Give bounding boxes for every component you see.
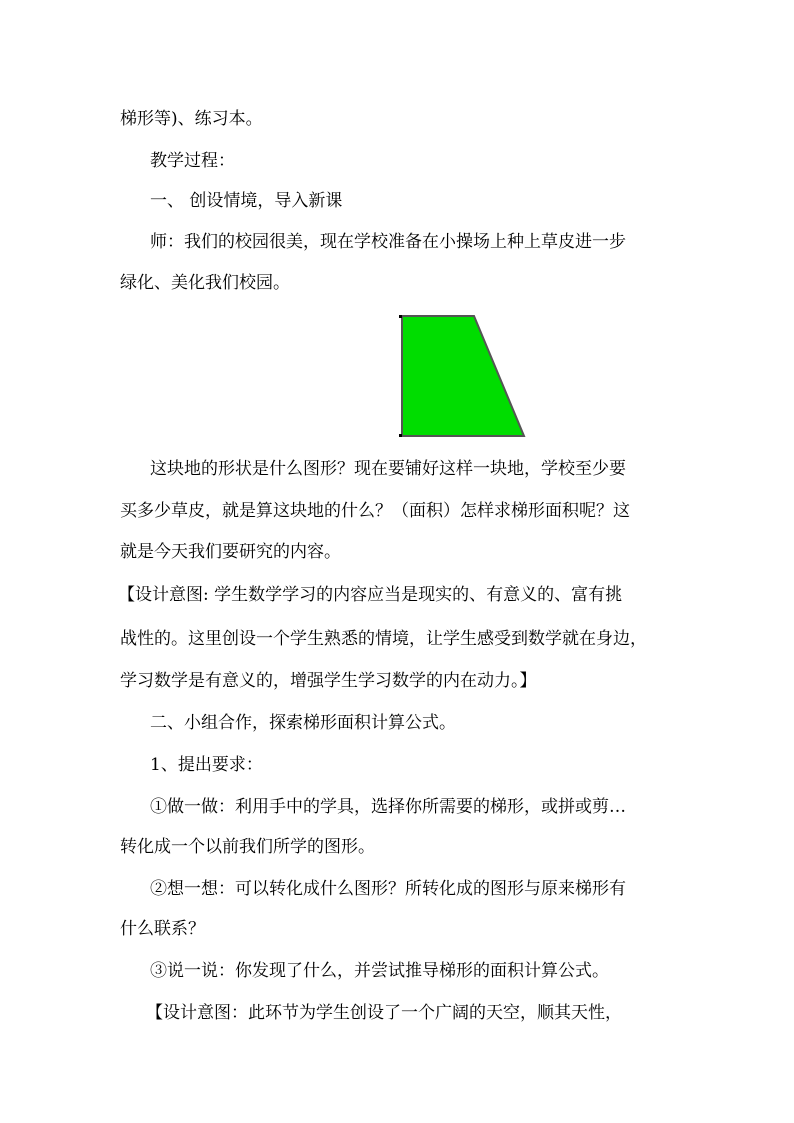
- requirement-2-line-1: ②想一想：可以转化成什么图形？所转化成的图形与原来梯形有: [150, 879, 626, 899]
- text-line-4: 师：我们的校园很美，现在学校准备在小操场上种上草皮进一步: [150, 232, 626, 252]
- text-line-1: 梯形等)、练习本。: [120, 109, 263, 129]
- text-line-7: 买多少草皮，就是算这块地的什么？（面积）怎样求梯形面积呢？这: [120, 501, 630, 521]
- design-intent-2-line-1: 【设计意图：此环节为学生创设了一个广阔的天空，顺其天性，: [146, 1003, 622, 1023]
- trapezoid-figure: [396, 312, 530, 442]
- text-line-2: 教学过程：: [150, 151, 235, 171]
- design-intent-line-3: 学习数学是有意义的，增强学生学习数学的内在动力。】: [120, 671, 537, 691]
- requirement-2-line-2: 什么联系？: [120, 919, 205, 939]
- section-heading-2: 二、小组合作，探索梯形面积计算公式。: [150, 713, 456, 733]
- requirement-1-line-1: ①做一做：利用手中的学具，选择你所需要的梯形，或拼或剪…: [150, 797, 626, 817]
- design-intent-line-1: 【设计意图: 学生数学学习的内容应当是现实的、有意义的、富有挑: [118, 585, 623, 605]
- text-line-8: 就是今天我们要研究的内容。: [120, 542, 341, 562]
- requirement-3: ③说一说：你发现了什么，并尝试推导梯形的面积计算公式。: [150, 961, 609, 981]
- design-intent-line-2: 战性的。这里创设一个学生熟悉的情境，让学生感受到数学就在身边，: [120, 629, 647, 649]
- section-heading-1: 一、 创设情境，导入新课: [150, 191, 343, 211]
- requirement-1-line-2: 转化成一个以前我们所学的图形。: [120, 837, 375, 857]
- text-line-6: 这块地的形状是什么图形？现在要铺好这样一块地，学校至少要: [150, 459, 626, 479]
- text-line-5: 绿化、美化我们校园。: [120, 273, 290, 293]
- subsection-heading: 1、提出要求：: [150, 755, 263, 775]
